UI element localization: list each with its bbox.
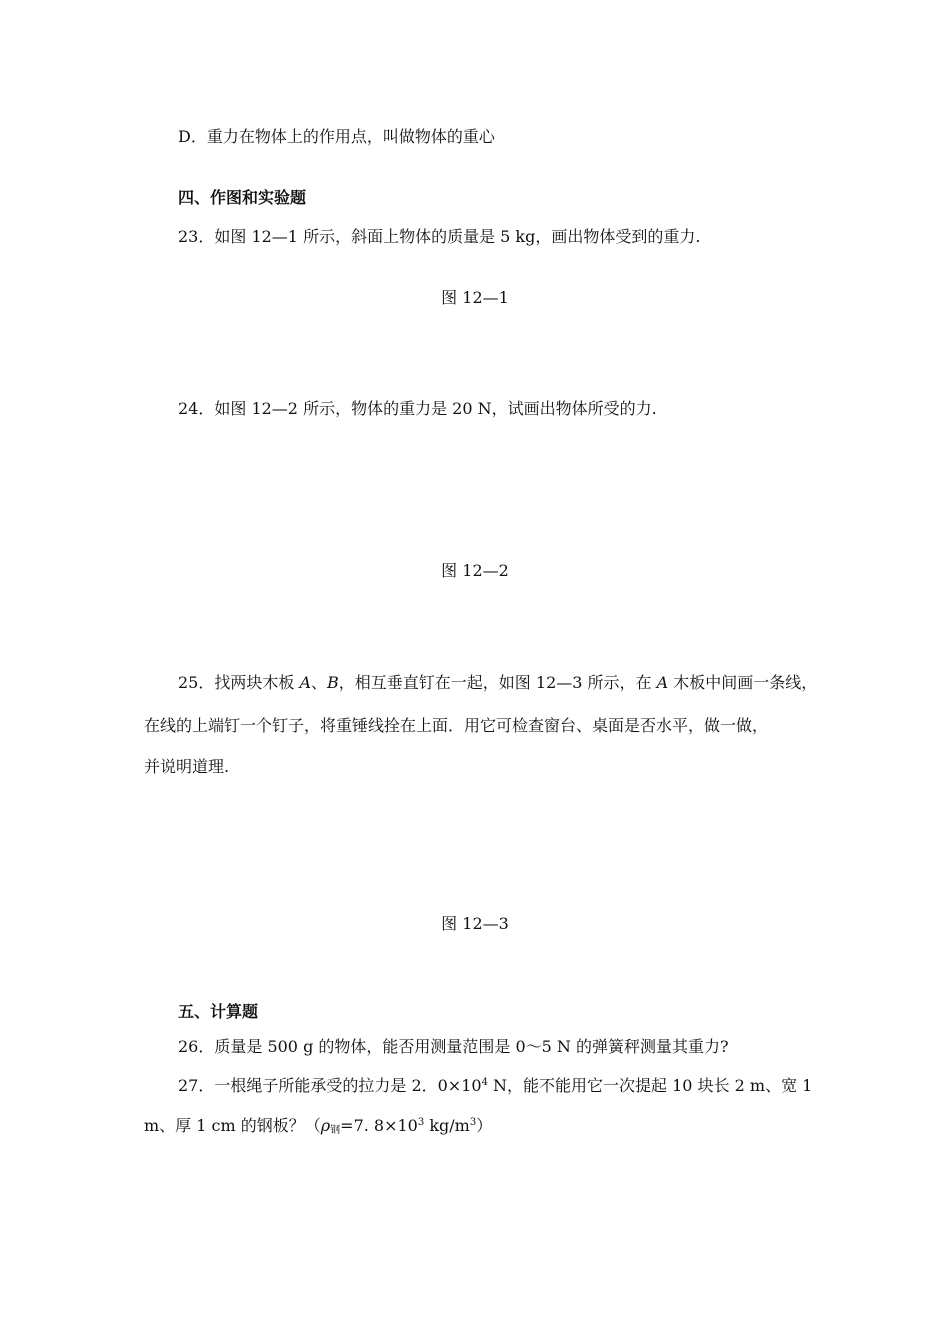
question-25-line-3: 并说明道理. xyxy=(144,757,230,776)
q27-rho-subscript: 钢 xyxy=(330,1125,341,1136)
q27-exponent-1: 4 xyxy=(481,1077,488,1088)
figure-caption-12-2: 图 12—2 xyxy=(441,561,509,580)
question-25-line-1 xyxy=(178,673,817,693)
option-d: D．重力在物体上的作用点，叫做物体的重心 xyxy=(178,127,495,146)
question-27-line-2 xyxy=(144,1116,492,1136)
question-23: 23．如图 12—1 所示，斜面上物体的质量是 5 kg，画出物体受到的重力. xyxy=(178,227,701,246)
section-title-calculation: 五、计算题 xyxy=(178,1002,259,1021)
question-24: 24．如图 12—2 所示，物体的重力是 20 N，试画出物体所受的力. xyxy=(178,399,657,418)
section-title-drawing-experiment: 四、作图和实验题 xyxy=(178,188,307,207)
question-25-line-2: 在线的上端钉一个钉子，将重锤线拴在上面．用它可检查窗台、桌面是否水平，做一做， xyxy=(144,716,769,735)
q27-line2-part-2: =7. 8×10 xyxy=(340,1116,418,1135)
q25-board-b: B xyxy=(327,673,339,692)
q25-text-part-1: 25．找两块木板 xyxy=(178,673,300,692)
q25-text-part-2: ，相互垂直钉在一起，如图 12—3 所示，在 xyxy=(338,673,657,692)
question-26: 26．质量是 500 g 的物体，能否用测量范围是 0～5 N 的弹簧秤测量其重力? xyxy=(178,1037,729,1056)
q27-exponent-2: 3 xyxy=(417,1117,425,1128)
q27-line2-part-3: kg/m xyxy=(424,1116,470,1135)
q25-text-part-3: 木板中间画一条线， xyxy=(668,673,818,692)
q27-rho: ρ xyxy=(320,1116,331,1135)
figure-caption-12-3: 图 12—3 xyxy=(441,914,509,933)
q27-text-part-2: N，能不能用它一次提起 10 块长 2 m、宽 1 xyxy=(487,1076,813,1095)
q25-board-a-2: A xyxy=(656,673,669,692)
q25-board-a: A xyxy=(299,673,312,692)
question-27-line-1 xyxy=(178,1076,812,1096)
q27-text-part-1: 27．一根绳子所能承受的拉力是 2．0×10 xyxy=(178,1076,482,1095)
q25-separator: 、 xyxy=(311,673,328,692)
figure-caption-12-1: 图 12—1 xyxy=(441,288,509,307)
q27-line2-part-4: ） xyxy=(476,1116,493,1135)
q27-exponent-3: 3 xyxy=(469,1117,477,1128)
q27-line2-part-1: m、厚 1 cm 的钢板？（ xyxy=(144,1116,321,1135)
